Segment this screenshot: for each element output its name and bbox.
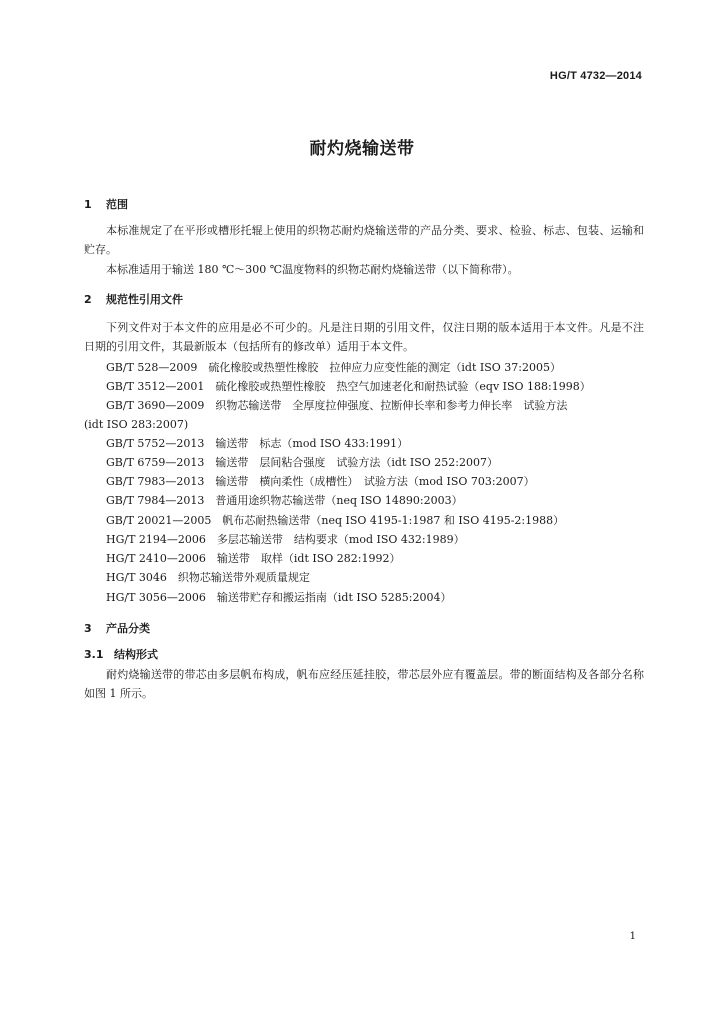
reference-item: GB/T 6759—2013 输送带 层间粘合强度 试验方法（idt ISO 252:2007） [106, 456, 498, 469]
reference-item: GB/T 5752—2013 输送带 标志（mod ISO 433:1991） [106, 437, 409, 450]
references-intro: 下列文件对于本文件的应用是必不可少的。凡是注日期的引用文件，仅注日期的版本适用于本文件。凡是不注日期的引用文件，其最新版本（包括所有的修改单）适用于本文件。 [84, 321, 644, 353]
reference-item: GB/T 7984—2013 普通用途织物芯输送带（neq ISO 14890:2003） [106, 494, 463, 507]
section-number: 3 [84, 622, 92, 635]
section-1-heading [84, 196, 128, 212]
reference-item: HG/T 2410—2006 输送带 取样（idt ISO 282:1992） [106, 552, 401, 565]
page-number: 1 [629, 931, 636, 942]
section-number: 2 [84, 293, 92, 306]
reference-item-continuation: (idt ISO 283:2007) [84, 418, 189, 431]
document-title: 耐灼烧输送带 [309, 139, 415, 159]
reference-item: HG/T 2194—2006 多层芯输送带 结构要求（mod ISO 432:1989） [106, 533, 465, 546]
structure-paragraph: 耐灼烧输送带的带芯由多层帆布构成，帆布应经压延挂胶，带芯层外应有覆盖层。带的断面结构及各部分名称如图 1 所示。 [84, 668, 644, 700]
reference-item: GB/T 528—2009 硫化橡胶或热塑性橡胶 拉伸应力应变性能的测定（idt ISO 37:2005） [106, 361, 561, 374]
reference-item: GB/T 20021—2005 帆布芯耐热输送带（neq ISO 4195-1:1987 和 ISO 4195-2:1988） [106, 514, 565, 527]
subsection-title: 结构形式 [114, 648, 158, 661]
subsection-3-1-heading [84, 646, 158, 662]
section-title: 产品分类 [106, 622, 150, 635]
standard-code: HG/T 4732—2014 [549, 70, 642, 82]
section-title: 规范性引用文件 [106, 293, 183, 306]
reference-item: GB/T 7983—2013 输送带 横向柔性（成槽性） 试验方法（mod ISO 703:2007） [106, 475, 535, 488]
scope-paragraph-2: 本标准适用于输送 180 ℃～300 ℃温度物料的织物芯耐灼烧输送带（以下简称带）。 [106, 263, 519, 276]
section-2-heading [84, 291, 183, 307]
reference-item: HG/T 3046 织物芯输送带外观质量规定 [106, 571, 310, 584]
section-title: 范围 [106, 198, 128, 211]
subsection-number: 3.1 [84, 648, 104, 661]
section-3-heading [84, 620, 150, 636]
reference-item: GB/T 3512—2001 硫化橡胶或热塑性橡胶 热空气加速老化和耐热试验（eqv ISO 188:1998） [106, 380, 591, 393]
reference-item: GB/T 3690—2009 织物芯输送带 全厚度拉伸强度、拉断伸长率和参考力伸长率 试验方法 [106, 399, 568, 412]
section-number: 1 [84, 198, 92, 211]
scope-paragraph-1: 本标准规定了在平形或槽形托辊上使用的织物芯耐灼烧输送带的产品分类、要求、检验、标志、包装、运输和贮存。 [84, 224, 644, 256]
reference-item: HG/T 3056—2006 输送带贮存和搬运指南（idt ISO 5285:2004） [106, 591, 452, 604]
